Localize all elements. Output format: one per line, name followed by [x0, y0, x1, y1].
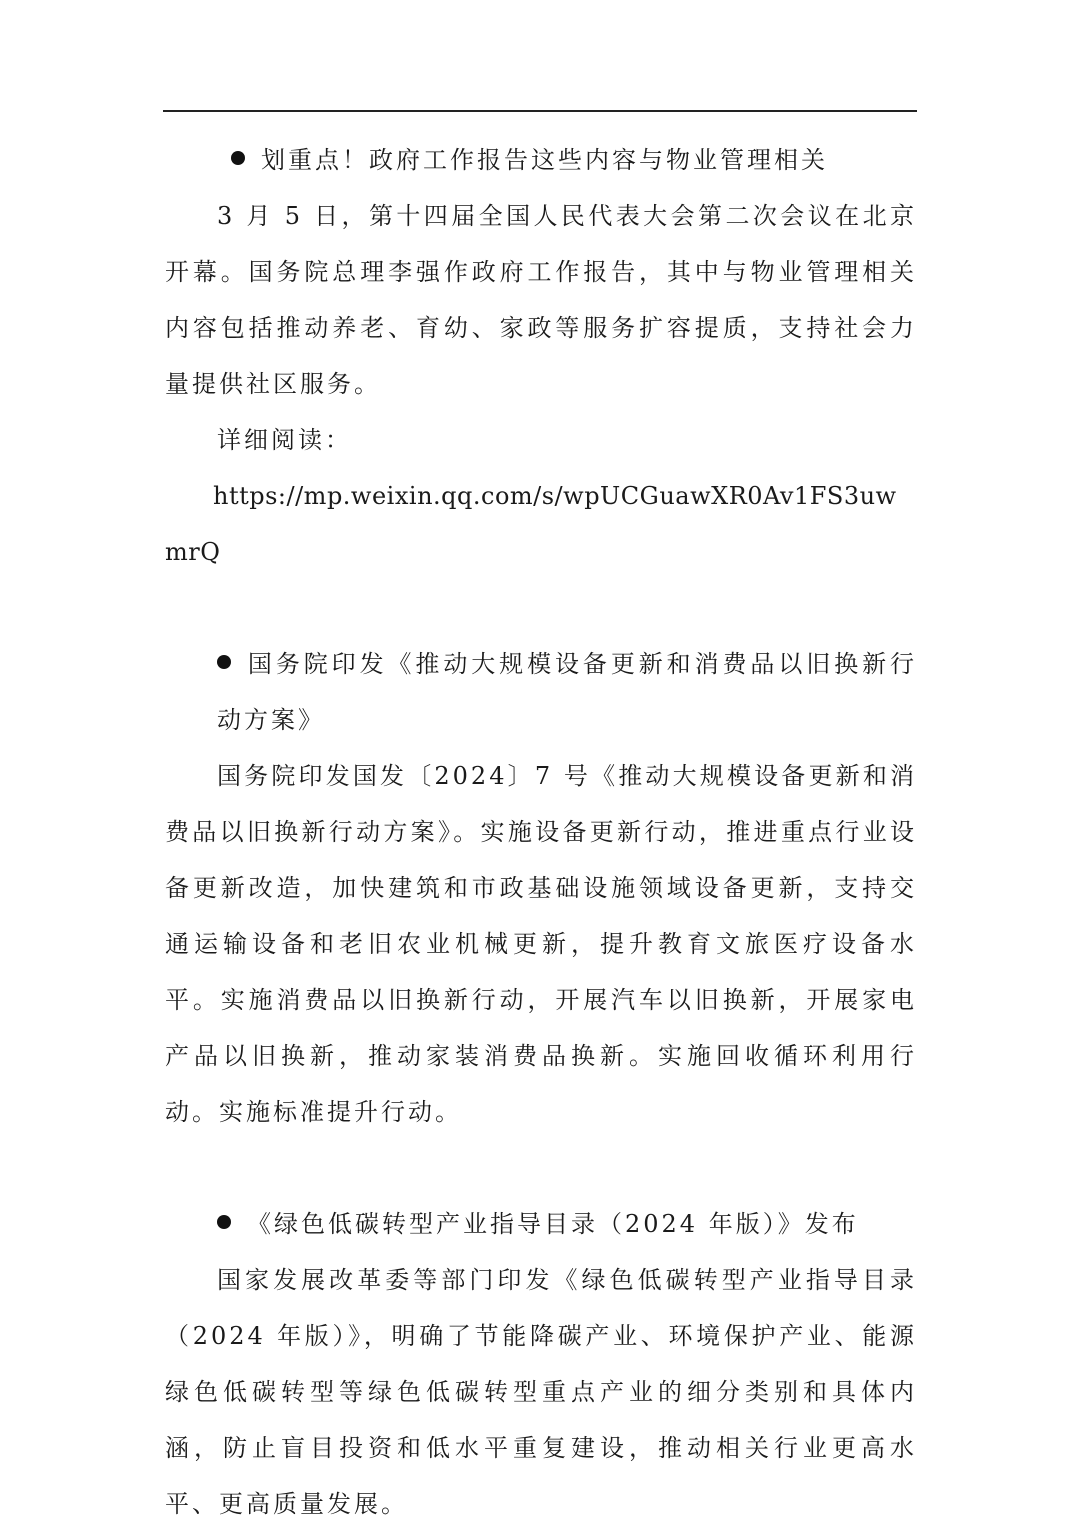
read-more-label: 详细阅读： — [217, 426, 352, 454]
section-heading — [165, 636, 917, 748]
section-paragraph: 国务院印发国发〔2024〕7 号《推动大规模设备更新和消费品以旧换新行动方案》。实施设备更新行动，推进重点行业设备更新改造，加快建筑和市政基础设施领域设备更新，支持交通运输设备和老旧农业机械更新，提升教育文旅医疗设备水平。实施消费品以旧换新行动，开展汽车以旧换新，开展家电产品以旧换新，推动家装消费品换新。实施回收循环利用行动。实施标准提升行动。 — [165, 762, 917, 1126]
section-spacer — [165, 1140, 917, 1196]
bullet-icon — [231, 151, 245, 165]
section-heading-text: 《绿色低碳转型产业指导目录（2024 年版）》发布 — [247, 1210, 859, 1238]
section-heading-text: 国务院印发《推动大规模设备更新和消费品以旧换新行动方案》 — [217, 650, 917, 734]
bullet-icon — [217, 1215, 231, 1229]
read-more-link[interactable]: https://mp.weixin.qq.com/s/wpUCGuawXR0Av1FS3uwmrQ — [165, 482, 897, 566]
section-heading — [165, 132, 917, 188]
section-heading — [165, 1196, 917, 1252]
section-heading-text: 划重点！政府工作报告这些内容与物业管理相关 — [261, 146, 828, 174]
document-body — [165, 132, 917, 1532]
section-paragraph: 国家发展改革委等部门印发《绿色低碳转型产业指导目录（2024 年版）》，明确了节能降碳产业、环境保护产业、能源绿色低碳转型等绿色低碳转型重点产业的细分类别和具体内涵，防止盲目投资和低水平重复建设，推动相关行业更高水平、更高质量发展。 — [165, 1266, 917, 1518]
header-rule — [163, 110, 917, 112]
section-paragraph: 3 月 5 日，第十四届全国人民代表大会第二次会议在北京开幕。国务院总理李强作政府工作报告，其中与物业管理相关内容包括推动养老、育幼、家政等服务扩容提质，支持社会力量提供社区服务。 — [165, 202, 917, 398]
bullet-icon — [217, 655, 231, 669]
section-spacer — [165, 580, 917, 636]
